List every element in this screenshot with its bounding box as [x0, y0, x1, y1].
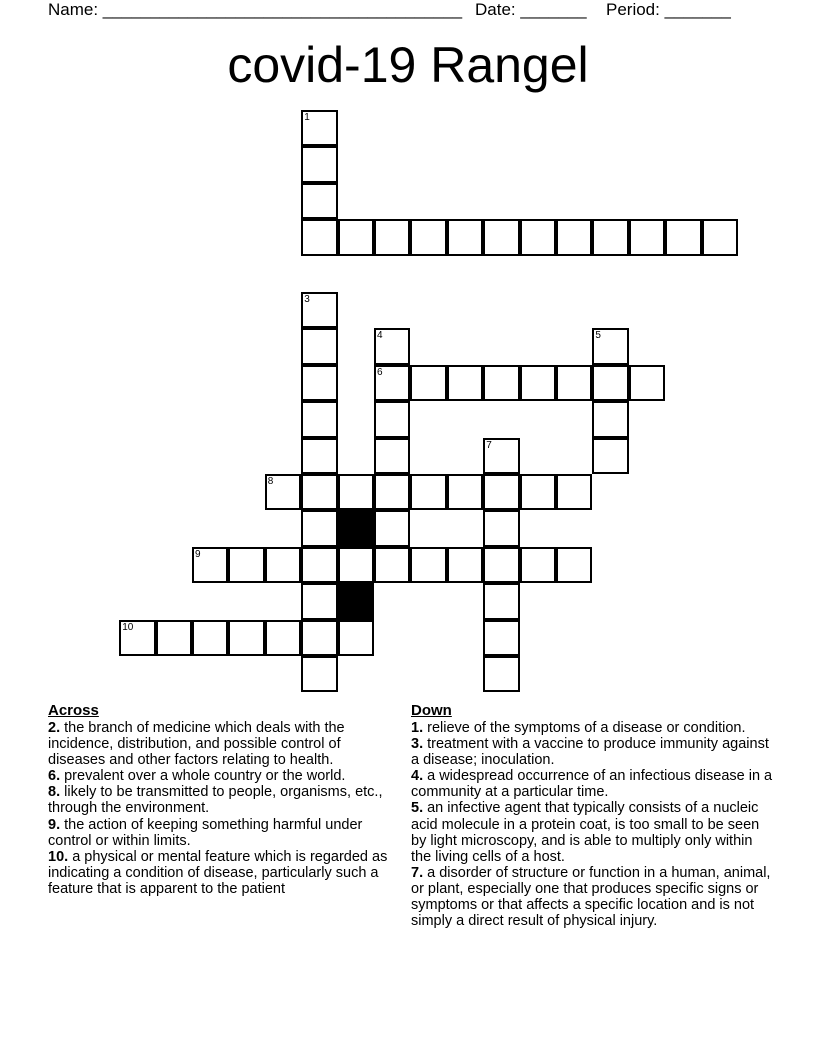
- grid-cell[interactable]: [410, 474, 446, 510]
- down-clues: [411, 702, 776, 929]
- grid-cell[interactable]: [192, 547, 228, 583]
- grid-cell[interactable]: [592, 328, 628, 364]
- black-square: [338, 510, 374, 546]
- grid-cell[interactable]: [447, 547, 483, 583]
- clue-num: 4.: [411, 768, 424, 785]
- grid-cell[interactable]: [592, 365, 628, 401]
- clue-number: 8: [267, 476, 274, 487]
- grid-cell[interactable]: [301, 146, 337, 182]
- grid-cell[interactable]: [301, 620, 337, 656]
- down-list: [411, 720, 776, 929]
- clue-text: prevalent over a whole country or the world.: [60, 768, 346, 785]
- grid-cell[interactable]: [592, 438, 628, 474]
- grid-cell[interactable]: [702, 219, 738, 255]
- grid-cell[interactable]: [483, 474, 519, 510]
- clue-text: a widespread occurrence of an infectious disease in a community at a particular time.: [411, 768, 773, 801]
- clue-num: 6.: [48, 768, 61, 785]
- grid-cell[interactable]: [665, 219, 701, 255]
- clue-number: 3: [304, 294, 310, 305]
- across-clues: [48, 702, 398, 897]
- black-square: [338, 583, 374, 619]
- down-clue: [411, 865, 776, 929]
- down-clue: [411, 736, 776, 768]
- grid-cell[interactable]: [301, 183, 337, 219]
- down-heading: Down: [411, 702, 452, 719]
- grid-cell[interactable]: [520, 219, 556, 255]
- grid-cell[interactable]: [338, 620, 374, 656]
- grid-cell[interactable]: [374, 510, 410, 546]
- clue-num: 1.: [411, 720, 424, 736]
- grid-cell[interactable]: [374, 474, 410, 510]
- grid-cell[interactable]: [520, 547, 556, 583]
- grid-cell[interactable]: [483, 656, 519, 692]
- grid-cell[interactable]: [301, 365, 337, 401]
- grid-cell[interactable]: [301, 474, 337, 510]
- grid-cell[interactable]: [483, 219, 519, 255]
- grid-cell[interactable]: [556, 547, 592, 583]
- down-clue: [411, 768, 776, 800]
- clue-number: 1: [304, 112, 310, 123]
- grid-cell[interactable]: [592, 401, 628, 437]
- across-heading: Across: [48, 702, 99, 719]
- grid-cell[interactable]: [301, 219, 337, 255]
- clue-text: likely to be transmitted to people, organisms, etc., through the environment.: [48, 784, 383, 817]
- grid-cell[interactable]: [556, 219, 592, 255]
- clue-number: 4: [377, 330, 383, 342]
- across-clue: [48, 768, 398, 784]
- across-list: [48, 720, 398, 897]
- grid-cell[interactable]: [629, 219, 665, 255]
- grid-cell[interactable]: [338, 219, 374, 255]
- grid-cell[interactable]: [192, 620, 228, 656]
- grid-cell[interactable]: [301, 401, 337, 437]
- clue-number: 6: [377, 366, 383, 378]
- grid-cell[interactable]: [483, 365, 519, 401]
- grid-cell[interactable]: [265, 620, 301, 656]
- date-field: Date: _______: [475, 0, 587, 19]
- name-field: Name: ______________________________________: [48, 0, 463, 19]
- grid-cell[interactable]: [629, 365, 665, 401]
- clue-number: 5: [595, 330, 601, 342]
- clue-num: 8.: [48, 784, 61, 801]
- grid-cell[interactable]: [265, 547, 301, 583]
- grid-cell[interactable]: [483, 620, 519, 656]
- clue-num: 3.: [411, 736, 424, 753]
- clue-num: 5.: [411, 800, 424, 817]
- grid-cell[interactable]: [119, 620, 155, 656]
- clue-num: 7.: [411, 864, 424, 881]
- down-clue: [411, 800, 776, 864]
- grid-cell[interactable]: [447, 365, 483, 401]
- clue-text: a disorder of structure or function in a human, animal, or plant, especially one that produces specific signs or symptoms or that affects a specific location and is not simply a direct result of physical injury.: [411, 864, 771, 930]
- clue-text: treatment with a vaccine to produce immunity against a disease; inoculation.: [411, 736, 769, 769]
- clue-number: 10: [122, 621, 134, 633]
- grid-cell[interactable]: [483, 510, 519, 546]
- grid-cell[interactable]: [483, 583, 519, 619]
- down-clue: [411, 720, 776, 736]
- grid-cell[interactable]: [447, 219, 483, 255]
- grid-cell[interactable]: [301, 328, 337, 364]
- grid-cell[interactable]: [483, 438, 519, 474]
- across-clue: [48, 849, 398, 897]
- grid-cell[interactable]: [374, 401, 410, 437]
- grid-cell[interactable]: [374, 438, 410, 474]
- grid-cell[interactable]: [338, 474, 374, 510]
- grid-cell[interactable]: [520, 474, 556, 510]
- clue-num: 9.: [48, 816, 61, 833]
- grid-cell[interactable]: [483, 547, 519, 583]
- grid-cell[interactable]: [301, 292, 337, 328]
- grid-cell[interactable]: [301, 583, 337, 619]
- grid-cell[interactable]: [301, 656, 337, 692]
- grid-cell[interactable]: [301, 510, 337, 546]
- grid-cell[interactable]: [592, 219, 628, 255]
- grid-cell[interactable]: [374, 547, 410, 583]
- grid-cell[interactable]: [301, 547, 337, 583]
- across-clue: [48, 817, 398, 849]
- clue-number: 7: [486, 439, 492, 451]
- clue-text: relieve of the symptoms of a disease or condition.: [423, 720, 746, 736]
- grid-cell[interactable]: [556, 365, 592, 401]
- grid-cell[interactable]: [301, 110, 337, 146]
- grid-cell[interactable]: [520, 365, 556, 401]
- grid-cell[interactable]: [338, 547, 374, 583]
- grid-cell[interactable]: [265, 474, 301, 510]
- grid-cell[interactable]: [228, 547, 264, 583]
- period-field: Period: _______: [606, 0, 731, 19]
- grid-cell[interactable]: [447, 474, 483, 510]
- clue-number: 9: [195, 548, 201, 560]
- clue-text: a physical or mental feature which is regarded as indicating a condition of disease, particularly such a feature that is apparent to the patient: [48, 848, 388, 897]
- clue-text: the branch of medicine which deals with the incidence, distribution, and possible control of diseases and other factors relating to health.: [48, 720, 345, 769]
- clue-text: an infective agent that typically consists of a nucleic acid molecule in a protein coat, is too small to be seen by light microscopy, and is able to multiply only within the living cells of a host.: [411, 800, 760, 865]
- grid-cell[interactable]: [410, 547, 446, 583]
- grid-cell[interactable]: [156, 620, 192, 656]
- grid-cell[interactable]: [374, 328, 410, 364]
- grid-cell[interactable]: [228, 620, 264, 656]
- grid-cell[interactable]: [410, 365, 446, 401]
- grid-cell[interactable]: [301, 438, 337, 474]
- clue-num: 10.: [48, 848, 69, 865]
- clue-text: the action of keeping something harmful under control or within limits.: [48, 816, 363, 849]
- clue-num: 2.: [48, 720, 61, 736]
- puzzle-title: covid-19 Rangel: [227, 37, 589, 93]
- grid-cell[interactable]: [374, 219, 410, 255]
- across-clue: [48, 720, 398, 768]
- across-clue: [48, 784, 398, 816]
- grid-cell[interactable]: [410, 219, 446, 255]
- grid-cell[interactable]: [374, 365, 410, 401]
- grid-cell[interactable]: [556, 474, 592, 510]
